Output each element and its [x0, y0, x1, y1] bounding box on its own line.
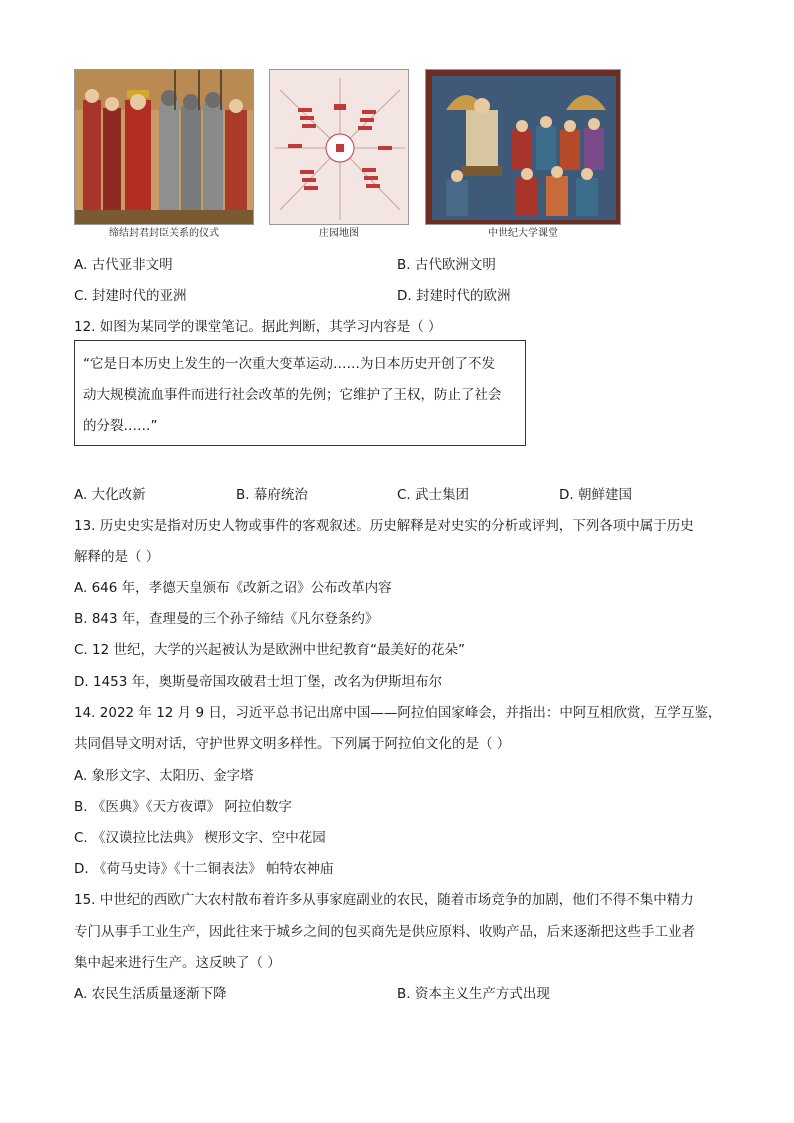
- q12-quote-line: “它是日本历史上发生的一次重大变革运动……为日本历史开创了不发: [83, 356, 495, 372]
- q13-option-a[interactable]: A. 646 年，孝德天皇颁布《改新之诏》公布改革内容: [74, 580, 392, 596]
- q14-option-d[interactable]: D. 《荷马史诗》《十二铜表法》 帕特农神庙: [74, 861, 334, 877]
- q15-option-a[interactable]: A. 农民生活质量逐渐下降: [74, 986, 227, 1002]
- q14-option-c[interactable]: C. 《汉谟拉比法典》 楔形文字、空中花园: [74, 830, 326, 846]
- q12-option-b[interactable]: B. 幕府统治: [236, 487, 308, 503]
- q14-option-b[interactable]: B. 《医典》《天方夜谭》 阿拉伯数字: [74, 799, 292, 815]
- q12-option-d[interactable]: D. 朝鲜建国: [559, 487, 632, 503]
- q14-option-a[interactable]: A. 象形文字、太阳历、金字塔: [74, 768, 254, 784]
- figure-caption-university: 中世纪大学课堂: [488, 228, 558, 239]
- q13-option-d[interactable]: D. 1453 年，奥斯曼帝国攻破君士坦丁堡，改名为伊斯坦布尔: [74, 674, 443, 690]
- q12-quote-line: 动大规模流血事件而进行社会改革的先例；它维护了王权，防止了社会: [83, 387, 502, 403]
- q15-stem-line: 15. 中世纪的西欧广大农村散布着许多从事家庭副业的农民，随着市场竞争的加剧，他们不得不集中精力: [74, 892, 694, 908]
- q11-option-d[interactable]: D. 封建时代的欧洲: [397, 288, 511, 304]
- q15-stem-line: 专门从事手工业生产，因此往来于城乡之间的包买商先是供应原料、收购产品，后来逐渐把这些手工业者: [74, 924, 695, 940]
- manor-map-image: [270, 70, 409, 225]
- q11-option-b[interactable]: B. 古代欧洲文明: [397, 257, 496, 273]
- figure-caption-feudal: 缔结封君封臣关系的仪式: [109, 228, 219, 239]
- q14-stem-line: 共同倡导文明对话，守护世界文明多样性。下列属于阿拉伯文化的是（ ）: [74, 736, 511, 752]
- q13-option-c[interactable]: C. 12 世纪，大学的兴起被认为是欧洲中世纪教育“最美好的花朵”: [74, 642, 465, 658]
- q15-option-b[interactable]: B. 资本主义生产方式出现: [397, 986, 550, 1002]
- q11-option-c[interactable]: C. 封建时代的亚洲: [74, 288, 187, 304]
- q13-stem-line: 解释的是（ ）: [74, 549, 160, 565]
- q13-stem-line: 13. 历史史实是指对历史人物或事件的客观叙述。历史解释是对史实的分析或评判，下列各项中属于历史: [74, 518, 694, 534]
- q12-note-box: [74, 340, 526, 446]
- q15-stem-line: 集中起来进行生产。这反映了（ ）: [74, 955, 281, 971]
- figure-caption-manor: 庄园地图: [319, 228, 359, 239]
- figure-feudal-ceremony: [74, 69, 254, 225]
- figure-medieval-university: [425, 69, 621, 225]
- q12-quote-line: 的分裂……”: [83, 418, 158, 434]
- q11-option-a[interactable]: A. 古代亚非文明: [74, 257, 173, 273]
- q12-option-a[interactable]: A. 大化改新: [74, 487, 146, 503]
- q13-option-b[interactable]: B. 843 年，查理曼的三个孙子缔结《凡尔登条约》: [74, 611, 379, 627]
- feudal-ceremony-image: [75, 70, 254, 225]
- q12-stem: 12. 如图为某同学的课堂笔记。据此判断，其学习内容是（ ）: [74, 319, 442, 335]
- q14-stem-line: 14. 2022 年 12 月 9 日，习近平总书记出席中国——阿拉伯国家峰会，并指出：中阿互相欣赏，互学互鉴，: [74, 705, 722, 721]
- medieval-university-image: [426, 70, 621, 225]
- q12-option-c[interactable]: C. 武士集团: [397, 487, 470, 503]
- figure-manor-map: [269, 69, 409, 225]
